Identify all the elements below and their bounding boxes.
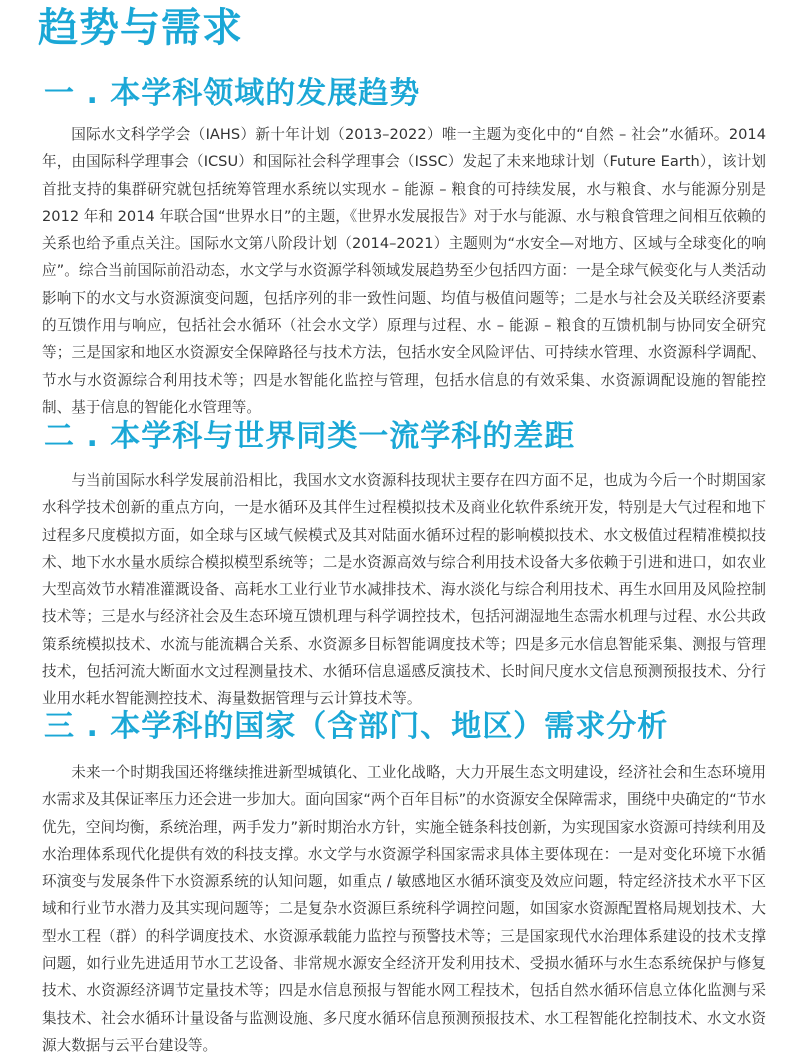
- section-body-demand: 未来一个时期我国还将继续推进新型城镇化、工业化战略，大力开展生态文明建设，经济社会和生态环境用水需求及其保证率压力还会进一步加大。面向国家“两个百年目标”的水资源安全保障需求，围绕中央确定的“节水优先，空间均衡，系统治理，两手发力”新时期治水方针，实施全链条科技创新，为实现国家水资源可持续利用及水治理体系现代化提供有效的科技支撑。水文学与水资源学科国家需求具体主要体现在：一是对变化环境下水循环演变与发展条件下水资源系统的认知问题，如重点 / 敏感地区水循环演变及效应问题，特定经济技术水平下区域和行业节水潜力及其实现问题等；二是复杂水资源巨系统科学调控问题，如国家水资源配置格局规划技术、大型水工程（群）的科学调度技术、水资源承载能力监控与预警技术等；三是国家现代水治理体系建设的技术支撑问题，如行业先进适用节水工艺设备、非常规水源安全经济开发利用技术、受损水循环与水生态系统保护与修复技术、水资源经济调节定量技术等；四是水信息预报与智能水网工程技术，包括自然水循环信息立体化监测与采集技术、社会水循环计量设备与监测设施、多尺度水循环信息预测预报技术、水工程智能化控制技术、水文水资源大数据与云平台建设等。: [42, 764, 766, 1054]
- section-heading-trends: 一 . 本学科领域的发展趋势: [44, 76, 421, 111]
- section-body-trends: 国际水文科学学会（IAHS）新十年计划（2013–2022）唯一主题为变化中的“自然 – 社会”水循环。2014年，由国际科学理事会（ICSU）和国际社会科学理事会（ISSC）发起了未来地球计划（Future Earth），该计划首批支持的集群研究就包括统筹管理水系统以实现水 – 能源 – 粮食的可持续发展，水与粮食、水与能源分别是 2012 年和 2014 年联合国“世界水日”的主题，《世界水发展报告》对于水与能源、水与粮食管理之间相互依赖的关系也给予重点关注。国际水文第八阶段计划（2014–2021）主题则为“水安全—对地方、区域与全球变化的响应”。综合当前国际前沿动态，水文学与水资源学科领域发展趋势至少包括四方面：一是全球气候变化与人类活动影响下的水文与水资源演变问题，包括序列的非一致性问题、均值与极值问题等；二是水与社会及关联经济要素的互馈作用与响应，包括社会水循环（社会水文学）原理与过程、水 – 能源 – 粮食的互馈机制与协同安全研究等；三是国家和地区水资源安全保障路径与技术方法，包括水安全风险评估、可持续水管理、水资源科学调配、节水与水资源综合利用技术等；四是水智能化监控与管理，包括水信息的有效采集、水资源调配设施的智能控制、基于信息的智能化水管理等。: [42, 126, 766, 416]
- page-title: 趋势与需求: [38, 5, 243, 51]
- section-body-gap: 与当前国际水科学发展前沿相比，我国水文水资源科技现状主要存在四方面不足，也成为今后一个时期国家水科学技术创新的重点方向，一是水循环及其伴生过程模拟技术及商业化软件系统开发，特别是大气过程和地下过程多尺度模拟方面，如全球与区域气候模式及其对陆面水循环过程的影响模拟技术、水文极值过程精准模拟技术、地下水水量水质综合模拟模型系统等；二是水资源高效与综合利用技术设备大多依赖于引进和进口，如农业大型高效节水精准灌溉设备、高耗水工业行业节水减排技术、海水淡化与综合利用技术、再生水回用及风险控制技术等；三是水与经济社会及生态环境互馈机理与科学调控技术，包括河湖湿地生态需水机理与过程、水公共政策系统模拟技术、水流与能流耦合关系、水资源多目标智能调度技术等；四是多元水信息智能采集、测报与管理技术，包括河流大断面水文过程测量技术、水循环信息遥感反演技术、长时间尺度水文信息预测预报技术、分行业用水耗水智能测控技术、海量数据管理与云计算技术等。: [42, 472, 766, 708]
- section-heading-gap: 二 . 本学科与世界同类一流学科的差距: [44, 419, 576, 454]
- section-heading-demand: 三 . 本学科的国家（含部门、地区）需求分析: [44, 709, 669, 744]
